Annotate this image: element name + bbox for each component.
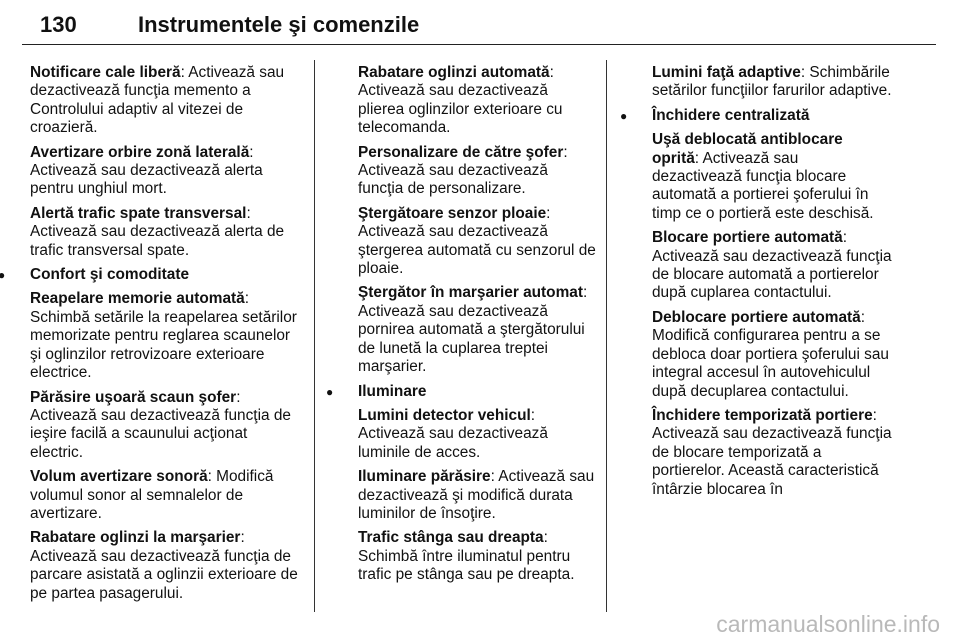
entry-lumini-fata-adaptive [652, 64, 892, 101]
entry-text: : Activează sau dezactivează funcţia de blocare automată a portierelor după cuplarea contactului. [652, 229, 892, 302]
entry-text: : Activează sau dezactivează funcţia de personalizare. [358, 143, 568, 198]
column-divider [606, 60, 607, 612]
entry-volum-avertizare [30, 468, 302, 523]
entry-label: Notificare cale liberă [30, 64, 181, 81]
entry-text: : Activează sau dezactivează funcţia de parcare asistată a oglinzii exterioare de pe partea pasagerului. [30, 529, 298, 602]
column-2 [358, 64, 596, 591]
entry-text: : Schimbă setările la reapelarea setărilor memorizate pentru reglarea scaunelor şi oglinzilor retrovizoare exterioare electrice. [30, 290, 297, 382]
entry-text: : Activează sau dezactivează plierea oglinzilor exterioare cu telecomanda. [358, 64, 563, 137]
entry-label: Închidere temporizată portiere [652, 406, 873, 424]
column-1 [30, 64, 302, 609]
entry-text: : Activează sau dezactivează pornirea automată a ştergătorului de lunetă la cuplarea treptei marşarier. [358, 284, 588, 376]
entry-text: : Schimbă între iluminatul pentru trafic pe stânga sau pe dreapta. [358, 529, 575, 584]
entry-text: : Modifică configurarea pentru a se debloca doar portiera şoferului sau integral accesul în autovehiculul după decuplarea contactului. [652, 308, 889, 400]
entry-label: Ştergător în marşarier automat [358, 284, 583, 302]
entry-avertizare-orbire [30, 144, 302, 199]
entry-alerta-trafic-spate [30, 205, 302, 260]
entry-iluminare-parasire [358, 468, 596, 523]
column-divider [314, 60, 315, 612]
watermark: carmanualsonline.info [716, 611, 940, 637]
entry-rabatare-oglinzi-marsarier [30, 529, 302, 603]
entry-text: : Activează sau dezactivează luminile de acces. [358, 406, 548, 461]
entry-reapelare-memorie [30, 290, 302, 382]
entry-text: : Activează sau dezactivează funcţia memento a Controlului adaptiv al vitezei de croazieră. [30, 64, 285, 137]
column-3 [652, 64, 892, 505]
entry-rabatare-oglinzi-automata [358, 64, 596, 138]
entry-label: Iluminare părăsire [358, 468, 491, 486]
entry-label: Părăsire uşoară scaun şofer [30, 388, 237, 406]
entry-label: Blocare portiere automată [652, 229, 843, 247]
entry-label: Avertizare orbire zonă laterală [30, 143, 250, 161]
entry-text: : Modifică volumul sonor al semnalelor de avertizare. [30, 468, 274, 522]
entry-personalizare-sofer [358, 144, 596, 199]
entry-label: Trafic stânga sau dreapta [358, 529, 544, 547]
entry-text: : Activează sau dezactivează şi modifică durata luminilor de însoţire. [358, 468, 595, 522]
bullet-iluminare: ● Iluminare [324, 383, 596, 401]
entry-label: Deblocare portiere automată [652, 308, 861, 326]
entry-lumini-detector [358, 407, 596, 462]
entry-text: : Activează sau dezactivează funcţia de blocare temporizată a portierelor. Această caracteristică întârzie blocarea în [652, 406, 892, 498]
entry-label: Reapelare memorie automată [30, 290, 245, 308]
page-header [22, 4, 936, 45]
bullet-confort-comoditate: ● Confort şi comoditate [0, 266, 302, 284]
entry-label: Uşă deblocată antiblocare oprită [652, 131, 843, 167]
entry-text: : Activează sau dezactivează funcţia de ieşire facilă a scaunului acţionat electric. [30, 388, 291, 461]
entry-notificare-cale-libera [30, 64, 302, 138]
entry-label: Lumini faţă adaptive [652, 64, 801, 81]
entry-stergatoare-senzor [358, 205, 596, 279]
entry-inchidere-temporizata [652, 407, 892, 499]
entry-text: : Activează sau dezactivează ştergerea automată cu senzorul de ploaie. [358, 204, 596, 278]
bullet-inchidere-centralizata: ● Închidere centralizată [618, 107, 892, 125]
entry-label: Lumini detector vehicul [358, 406, 531, 424]
entry-label: Rabatare oglinzi la marşarier [30, 529, 241, 547]
entry-label: Volum avertizare sonoră [30, 468, 208, 486]
entry-text: : Activează sau dezactivează funcţia blocare automată a portierei şoferului în timp ce o portieră este deschisă. [652, 149, 874, 222]
entry-label: Ştergătoare senzor ploaie [358, 204, 547, 222]
page-number: 130 [40, 12, 77, 37]
entry-blocare-portiere [652, 229, 892, 303]
entry-label: Alertă trafic spate transversal [30, 204, 247, 222]
entry-text: : Activează sau dezactivează alerta de trafic transversal spate. [30, 204, 285, 259]
entry-label: Personalizare de către şofer [358, 143, 564, 161]
entry-label: Rabatare oglinzi automată [358, 64, 550, 81]
entry-text: : Schimbările setărilor funcţiilor farurilor adaptive. [652, 64, 892, 100]
entry-usa-deblocata [652, 131, 892, 223]
entry-stergator-marsarier [358, 284, 596, 376]
entry-parasire-scaun [30, 389, 302, 463]
page-title: Instrumentele şi comenzile [138, 12, 420, 37]
entry-trafic-stanga-dreapta [358, 529, 596, 584]
entry-deblocare-portiere [652, 309, 892, 401]
entry-text: : Activează sau dezactivează alerta pentru unghiul mort. [30, 143, 263, 198]
